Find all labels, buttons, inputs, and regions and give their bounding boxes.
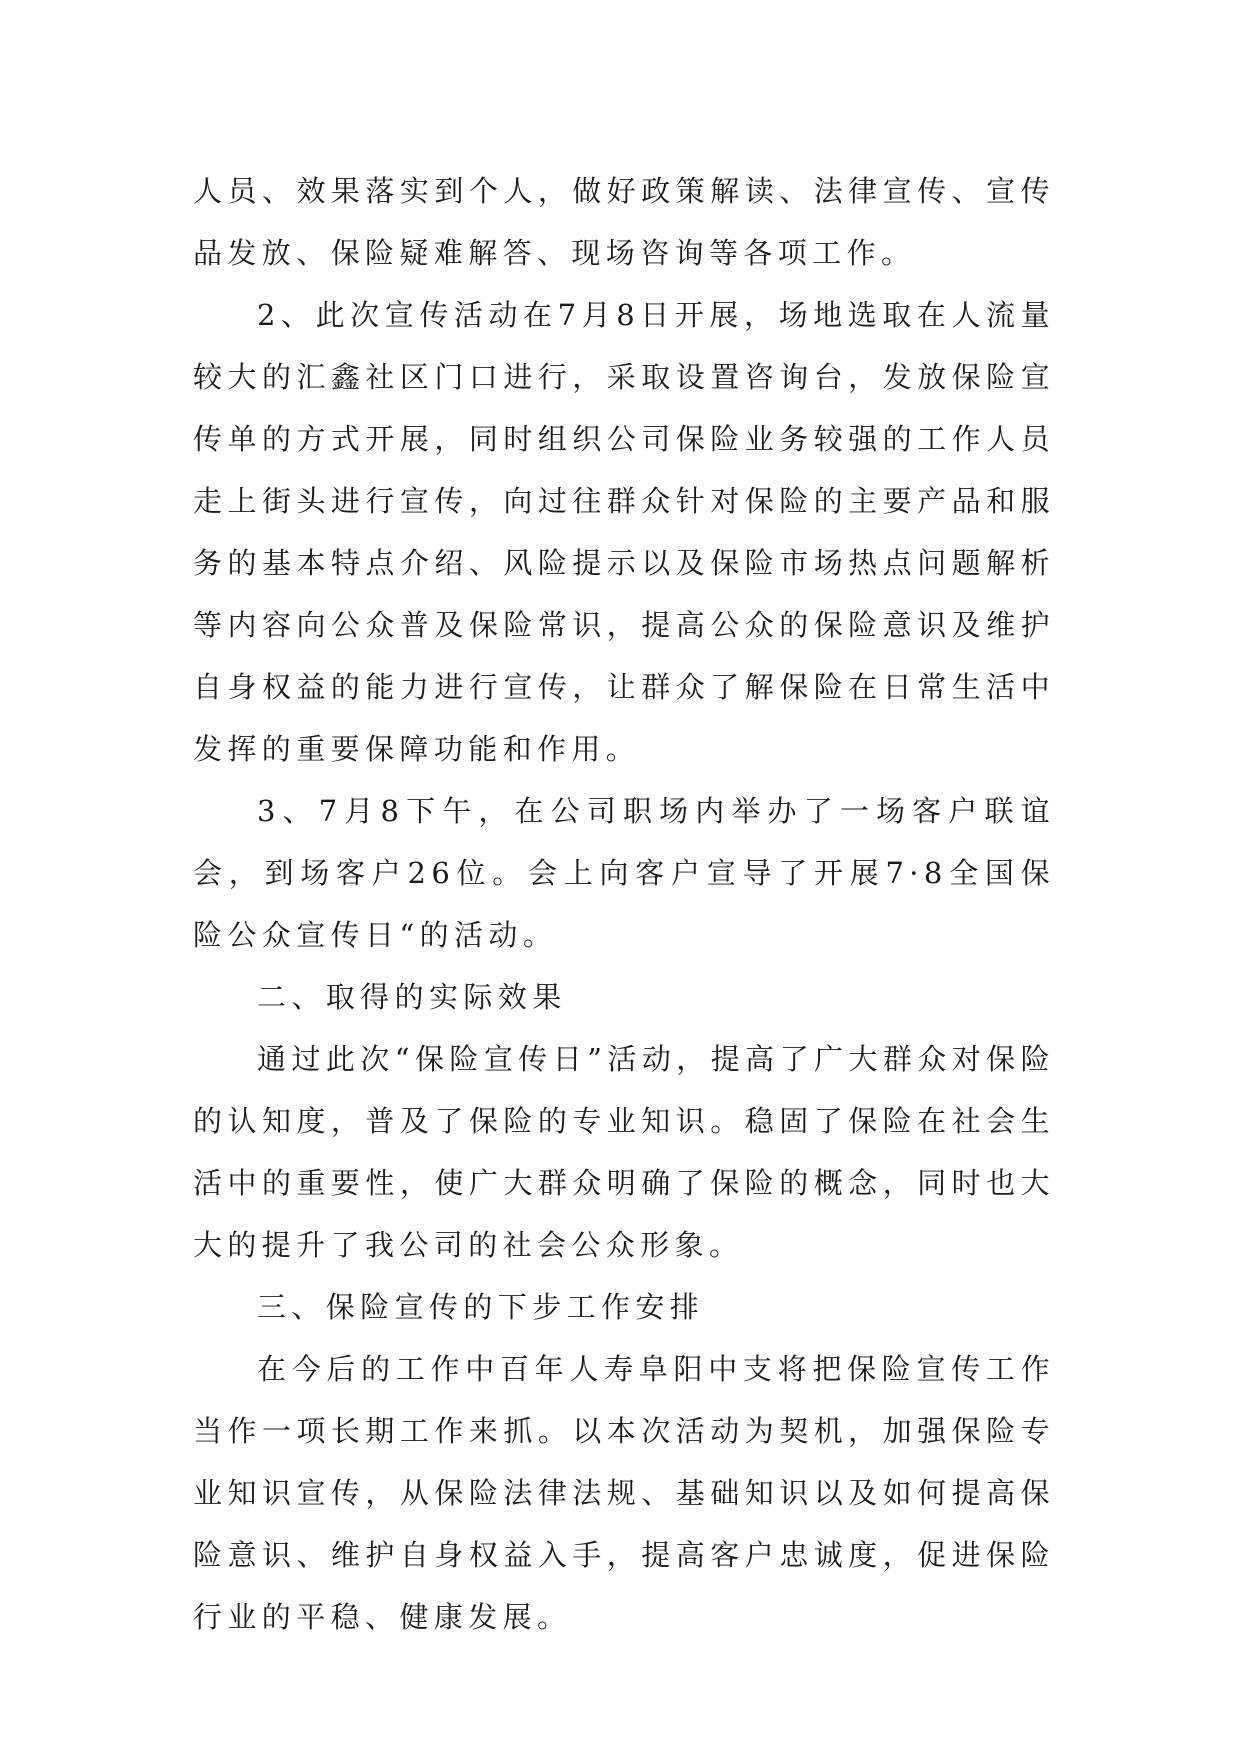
- section-heading-next-steps: 三、保险宣传的下步工作安排: [257, 1290, 705, 1324]
- paragraph-results: 通过此次“保险宣传日”活动，提高了广大群众对保险的认知度，普及了保险的专业知识。稳固了保险在社会生活中的重要性，使广大群众明确了保险的概念，同时也大大的提升了我公司的社会公众形象。: [193, 1042, 1055, 1262]
- document-body: [193, 160, 1055, 1648]
- paragraph-next-steps: 在今后的工作中百年人寿阜阳中支将把保险宣传工作当作一项长期工作来抓。以本次活动为契机，加强保险专业知识宣传，从保险法律法规、基础知识以及如何提高保险意识、维护自身权益入手，提高客户忠诚度，促进保险行业的平稳、健康发展。: [193, 1352, 1055, 1634]
- section-heading-results: 二、取得的实际效果: [257, 980, 567, 1014]
- paragraph-item-3: 3、7月8下午，在公司职场内举办了一场客户联谊会，到场客户26位。会上向客户宣导了开展7·8全国保险公众宣传日“的活动。: [193, 794, 1055, 952]
- paragraph-item-2: 2、此次宣传活动在7月8日开展，场地选取在人流量较大的汇鑫社区门口进行，采取设置咨询台，发放保险宣传单的方式开展，同时组织公司保险业务较强的工作人员走上街头进行宣传，向过往群众针对保险的主要产品和服务的基本特点介绍、风险提示以及保险市场热点问题解析等内容向公众普及保险常识，提高公众的保险意识及维护自身权益的能力进行宣传，让群众了解保险在日常生活中发挥的重要保障功能和作用。: [193, 298, 1055, 766]
- paragraph-continuation: 人员、效果落实到个人，做好政策解读、法律宣传、宣传品发放、保险疑难解答、现场咨询等各项工作。: [193, 174, 1055, 270]
